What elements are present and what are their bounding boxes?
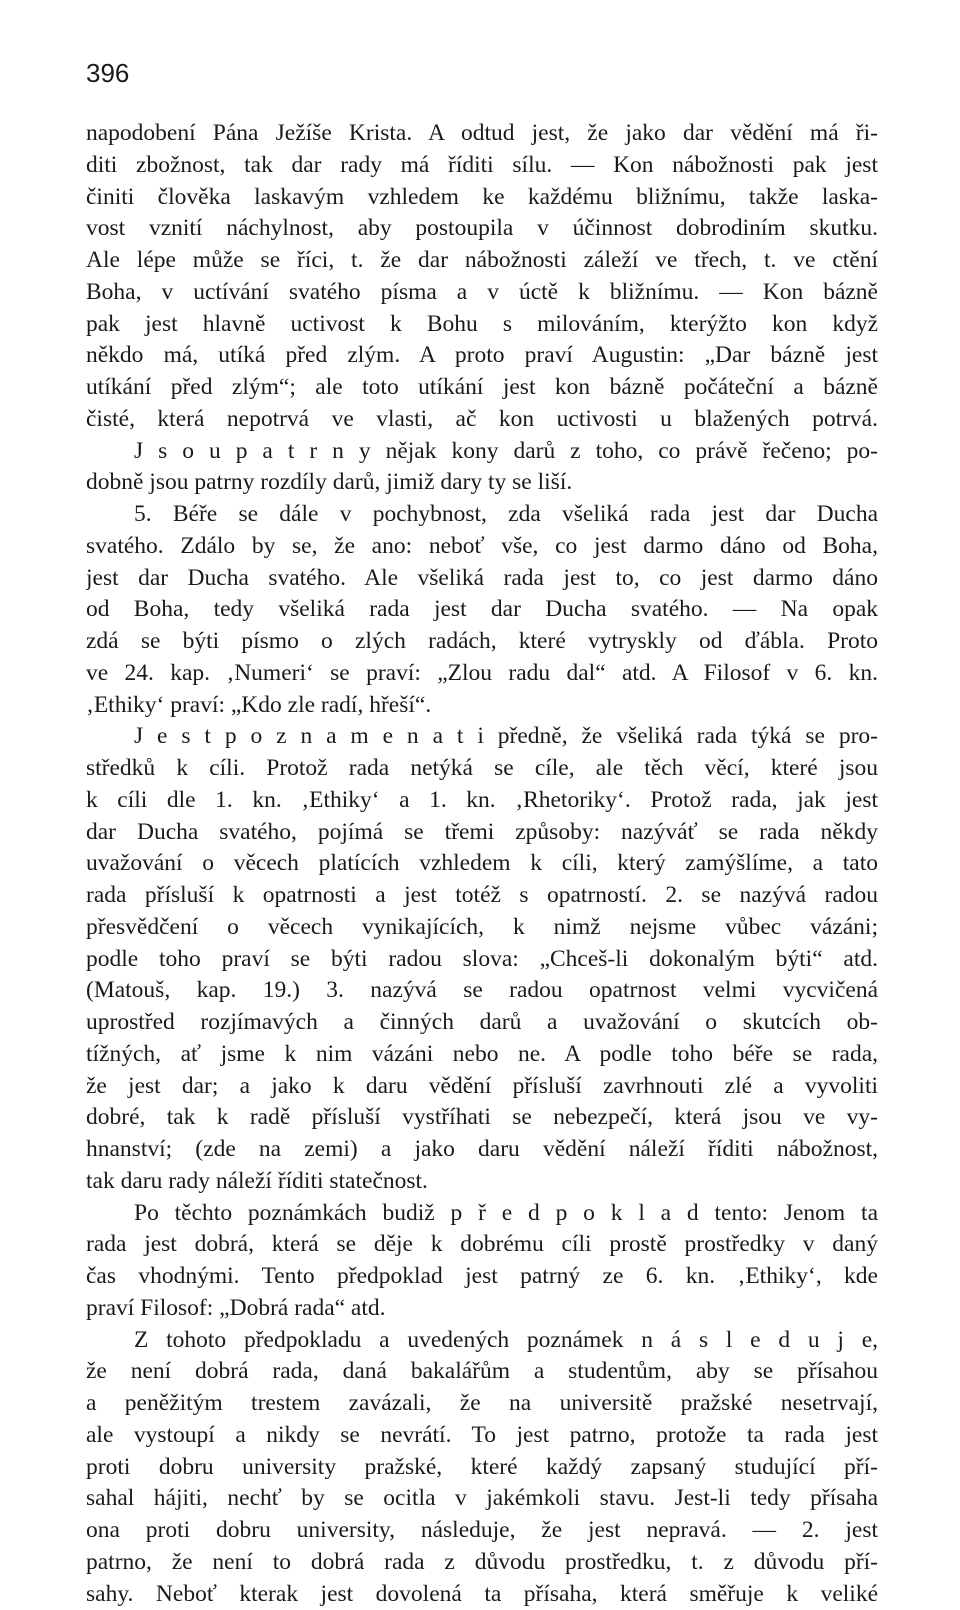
text-line: patrno, že není to dobrá rada z důvodu prostředku, t. z důvodu pří- <box>86 1547 878 1579</box>
text-line: jest dar Ducha svatého. Ale všeliká rada jest to, co jest darmo dáno <box>86 563 878 595</box>
text-line: uvažování o věcech platících vzhledem k cíli, který zamýšlíme, a tato <box>86 848 878 880</box>
text-line: napodobení Pána Ježíše Krista. A odtud jest, že jako dar vědění má ři- <box>86 118 878 150</box>
text-line: čisté, která nepotrvá ve vlasti, ač kon uctivosti u blažených potrvá. <box>86 404 878 436</box>
text-line: rada jest dobrá, která se děje k dobrému cíli prostě prostředky v daný <box>86 1229 878 1261</box>
text-line: svatého. Zdálo by se, že ano: neboť vše, co jest darmo dáno od Boha, <box>86 531 878 563</box>
text-line: a peněžitým trestem zavázali, že na universitě pražské nesetrvají, <box>86 1388 878 1420</box>
text-line: podle toho praví se býti radou slova: „Chceš-li dokonalým býti“ atd. <box>86 944 878 976</box>
body-text <box>86 118 878 1610</box>
text-line: praví Filosof: „Dobrá rada“ atd. <box>86 1293 878 1325</box>
text-line: proti dobru university pražské, které každý zapsaný studující pří- <box>86 1452 878 1484</box>
text-line: činiti člověka laskavým vzhledem ke každému bližnímu, takže laska- <box>86 182 878 214</box>
text-line: zdá se býti písmo o zlých radách, které vytryskly od ďábla. Proto <box>86 626 878 658</box>
text-line: tak daru rady náleží říditi statečnost. <box>86 1166 878 1198</box>
text-line: že není dobrá rada, daná bakalářům a studentům, aby se přísahou <box>86 1356 878 1388</box>
text-line: ‚Ethiky‘ praví: „Kdo zle radí, hřeší“. <box>86 690 878 722</box>
text-line: J e s t p o z n a m e n a t i předně, že všeliká rada týká se pro- <box>86 721 878 753</box>
text-line: od Boha, tedy všeliká rada jest dar Ducha svatého. — Na opak <box>86 594 878 626</box>
text-line: vost vznití náchylnost, aby postoupila v účinnost dobrodiním skutku. <box>86 213 878 245</box>
text-line: utíkání před zlým“; ale toto utíkání jest kon bázně počáteční a bázně <box>86 372 878 404</box>
text-line: čas vhodnými. Tento předpoklad jest patrný ze 6. kn. ‚Ethiky‘, kde <box>86 1261 878 1293</box>
text-line: středků k cíli. Protož rada netýká se cíle, ale těch věcí, které jsou <box>86 753 878 785</box>
text-line: přesvědčení o věcech vynikajících, k nimž nejsme vůbec vázáni; <box>86 912 878 944</box>
text-line: Z tohoto předpokladu a uvedených poznámek n á s l e d u j e, <box>86 1325 878 1357</box>
page-number: 396 <box>86 58 129 88</box>
text-line: že jest dar; a jako k daru vědění přísluší zavrhnouti zlé a vyvoliti <box>86 1071 878 1103</box>
text-line: hnanství; (zde na zemi) a jako daru vědění náleží říditi nábožnost, <box>86 1134 878 1166</box>
text-line: uprostřed rozjímavých a činných darů a uvažování o skutcích ob- <box>86 1007 878 1039</box>
text-line: pak jest hlavně uctivost k Bohu s milováním, kterýžto kon když <box>86 309 878 341</box>
text-line: Ale lépe může se říci, t. že dar nábožnosti záleží ve třech, t. ve ctění <box>86 245 878 277</box>
text-line: ve 24. kap. ‚Numeri‘ se praví: „Zlou radu dal“ atd. A Filosof v 6. kn. <box>86 658 878 690</box>
text-line: Po těchto poznámkách budiž p ř e d p o k l a d tento: Jenom ta <box>86 1198 878 1230</box>
text-line: tížných, ať jsme k nim vázáni nebo ne. A podle toho béře se rada, <box>86 1039 878 1071</box>
text-line: 5. Béře se dále v pochybnost, zda všeliká rada jest dar Ducha <box>86 499 878 531</box>
text-line: diti zbožnost, tak dar rady má říditi sílu. — Kon nábožnosti pak jest <box>86 150 878 182</box>
text-line: (Matouš, kap. 19.) 3. nazývá se radou opatrnost velmi vycvičená <box>86 975 878 1007</box>
text-line: sahal hájiti, nechť by se ocitla v jakémkoli stavu. Jest-li tedy přísaha <box>86 1483 878 1515</box>
text-line: k cíli dle 1. kn. ‚Ethiky‘ a 1. kn. ‚Rhetoriky‘. Protož rada, jak jest <box>86 785 878 817</box>
text-line: J s o u p a t r n y nějak kony darů z toho, co právě řečeno; po- <box>86 436 878 468</box>
text-line: ona proti dobru university, následuje, že jest nepravá. — 2. jest <box>86 1515 878 1547</box>
text-line: dobně jsou patrny rozdíly darů, jimiž dary ty se liší. <box>86 467 878 499</box>
text-line: dar Ducha svatého, pojímá se třemi způsoby: nazýváť se rada někdy <box>86 817 878 849</box>
text-line: ale vystoupí a nikdy se nevrátí. To jest patrno, protože ta rada jest <box>86 1420 878 1452</box>
text-line: Boha, v uctívání svatého písma a v úctě k bližnímu. — Kon bázně <box>86 277 878 309</box>
text-line: rada přísluší k opatrnosti a jest totéž s opatrností. 2. se nazývá radou <box>86 880 878 912</box>
text-line: dobré, tak k radě přísluší vystříhati se nebezpečí, která jsou ve vy- <box>86 1102 878 1134</box>
text-line: někdo má, utíká před zlým. A proto praví Augustin: „Dar bázně jest <box>86 340 878 372</box>
text-line: sahy. Neboť kterak jest dovolená ta přísaha, která směřuje k veliké <box>86 1579 878 1610</box>
